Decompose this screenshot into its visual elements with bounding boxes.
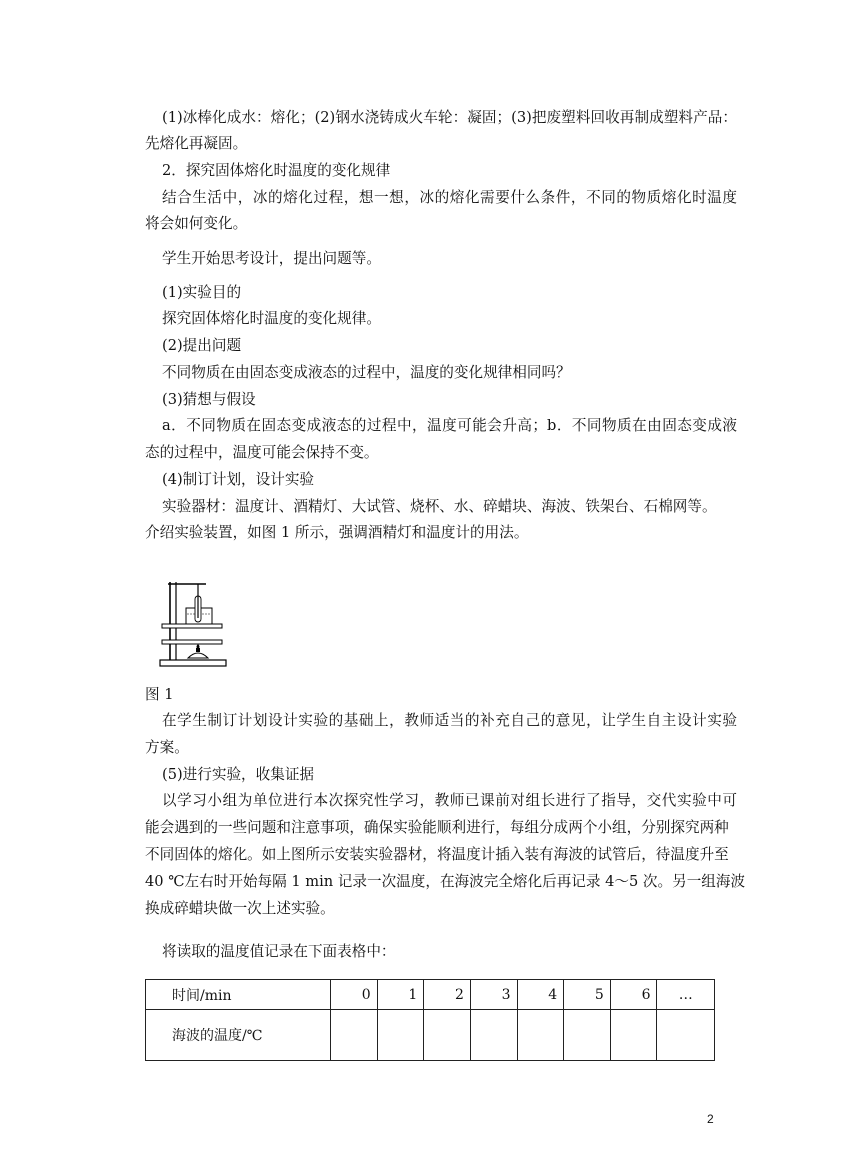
page-number: 2 <box>707 1112 714 1126</box>
paragraph-line: 在学生制订计划设计实验的基础上，教师适当的补充自己的意见，让学生自主设计实验 <box>162 712 737 729</box>
paragraph-line: 方案。 <box>145 739 189 756</box>
table-cell: 6 <box>610 980 657 1010</box>
paragraph-line: 40 ℃左右时开始每隔 1 min 记录一次温度，在海波完全熔化后再记录 4～5 次。另一组海波 <box>145 873 746 890</box>
paragraph-line: 探究固体熔化时温度的变化规律。 <box>162 310 381 327</box>
paragraph-line: 不同物质在由固态变成液态的过程中，温度的变化规律相同吗？ <box>162 364 571 381</box>
table-header-cell: 时间/min <box>146 980 331 1010</box>
subheading: (3)猜想与假设 <box>162 391 256 408</box>
table-cell: 4 <box>517 980 564 1010</box>
table-cell <box>424 1010 471 1061</box>
paragraph-line: 将会如何变化。 <box>145 215 248 232</box>
table-cell <box>377 1010 424 1061</box>
table-cell <box>470 1010 517 1061</box>
table-row <box>146 1010 715 1061</box>
table-row <box>146 980 715 1010</box>
subheading: (2)提出问题 <box>162 337 242 354</box>
table-cell <box>564 1010 611 1061</box>
table-cell: … <box>657 980 715 1010</box>
subheading: (1)实验目的 <box>162 284 242 301</box>
paragraph-line: 实验器材：温度计、酒精灯、大试管、烧杯、水、碎蜡块、海波、铁架台、石棉网等。 <box>162 498 717 515</box>
subheading: (4)制订计划，设计实验 <box>162 471 315 488</box>
table-header-cell: 海波的温度/℃ <box>146 1010 331 1061</box>
table-cell <box>657 1010 715 1061</box>
table-cell: 1 <box>377 980 424 1010</box>
paragraph-line: 介绍实验装置，如图 1 所示，强调酒精灯和温度计的用法。 <box>145 524 529 541</box>
paragraph-line: 态的过程中，温度可能会保持不变。 <box>145 444 379 461</box>
table-cell: 3 <box>470 980 517 1010</box>
paragraph-line: 先熔化再凝固。 <box>145 135 248 152</box>
paragraph-line: 结合生活中，冰的熔化过程，想一想，冰的熔化需要什么条件，不同的物质熔化时温度 <box>162 189 737 206</box>
table-cell: 5 <box>564 980 611 1010</box>
paragraph-line: 不同固体的熔化。如上图所示安装实验器材，将温度计插入装有海波的试管后，待温度升至 <box>145 846 729 863</box>
subheading: (5)进行实验，收集证据 <box>162 766 315 783</box>
paragraph-line: 将读取的温度值记录在下面表格中： <box>162 943 396 960</box>
paragraph-line: a．不同物质在固态变成液态的过程中，温度可能会升高；b．不同物质在由固态变成液 <box>162 417 737 434</box>
table-cell: 2 <box>424 980 471 1010</box>
figure-caption: 图 1 <box>145 686 174 703</box>
temperature-record-table <box>145 979 715 1061</box>
section-heading: 2．探究固体熔化时温度的变化规律 <box>162 162 391 179</box>
table-cell: 0 <box>331 980 378 1010</box>
lab-apparatus-figure <box>158 578 230 670</box>
table-cell <box>610 1010 657 1061</box>
paragraph-line: 换成碎蜡块做一次上述实验。 <box>145 900 335 917</box>
paragraph-line: 学生开始思考设计，提出问题等。 <box>162 250 381 267</box>
paragraph-line: 以学习小组为单位进行本次探究性学习，教师已课前对组长进行了指导，交代实验中可 <box>162 792 737 809</box>
paragraph-line: (1)冰棒化成水：熔化；(2)钢水浇铸成火车轮：凝固；(3)把废塑料回收再制成塑料产品： <box>162 109 737 126</box>
table-cell <box>331 1010 378 1061</box>
paragraph-line: 能会遇到的一些问题和注意事项，确保实验能顺利进行，每组分成两个小组，分别探究两种 <box>145 819 729 836</box>
table-cell <box>517 1010 564 1061</box>
